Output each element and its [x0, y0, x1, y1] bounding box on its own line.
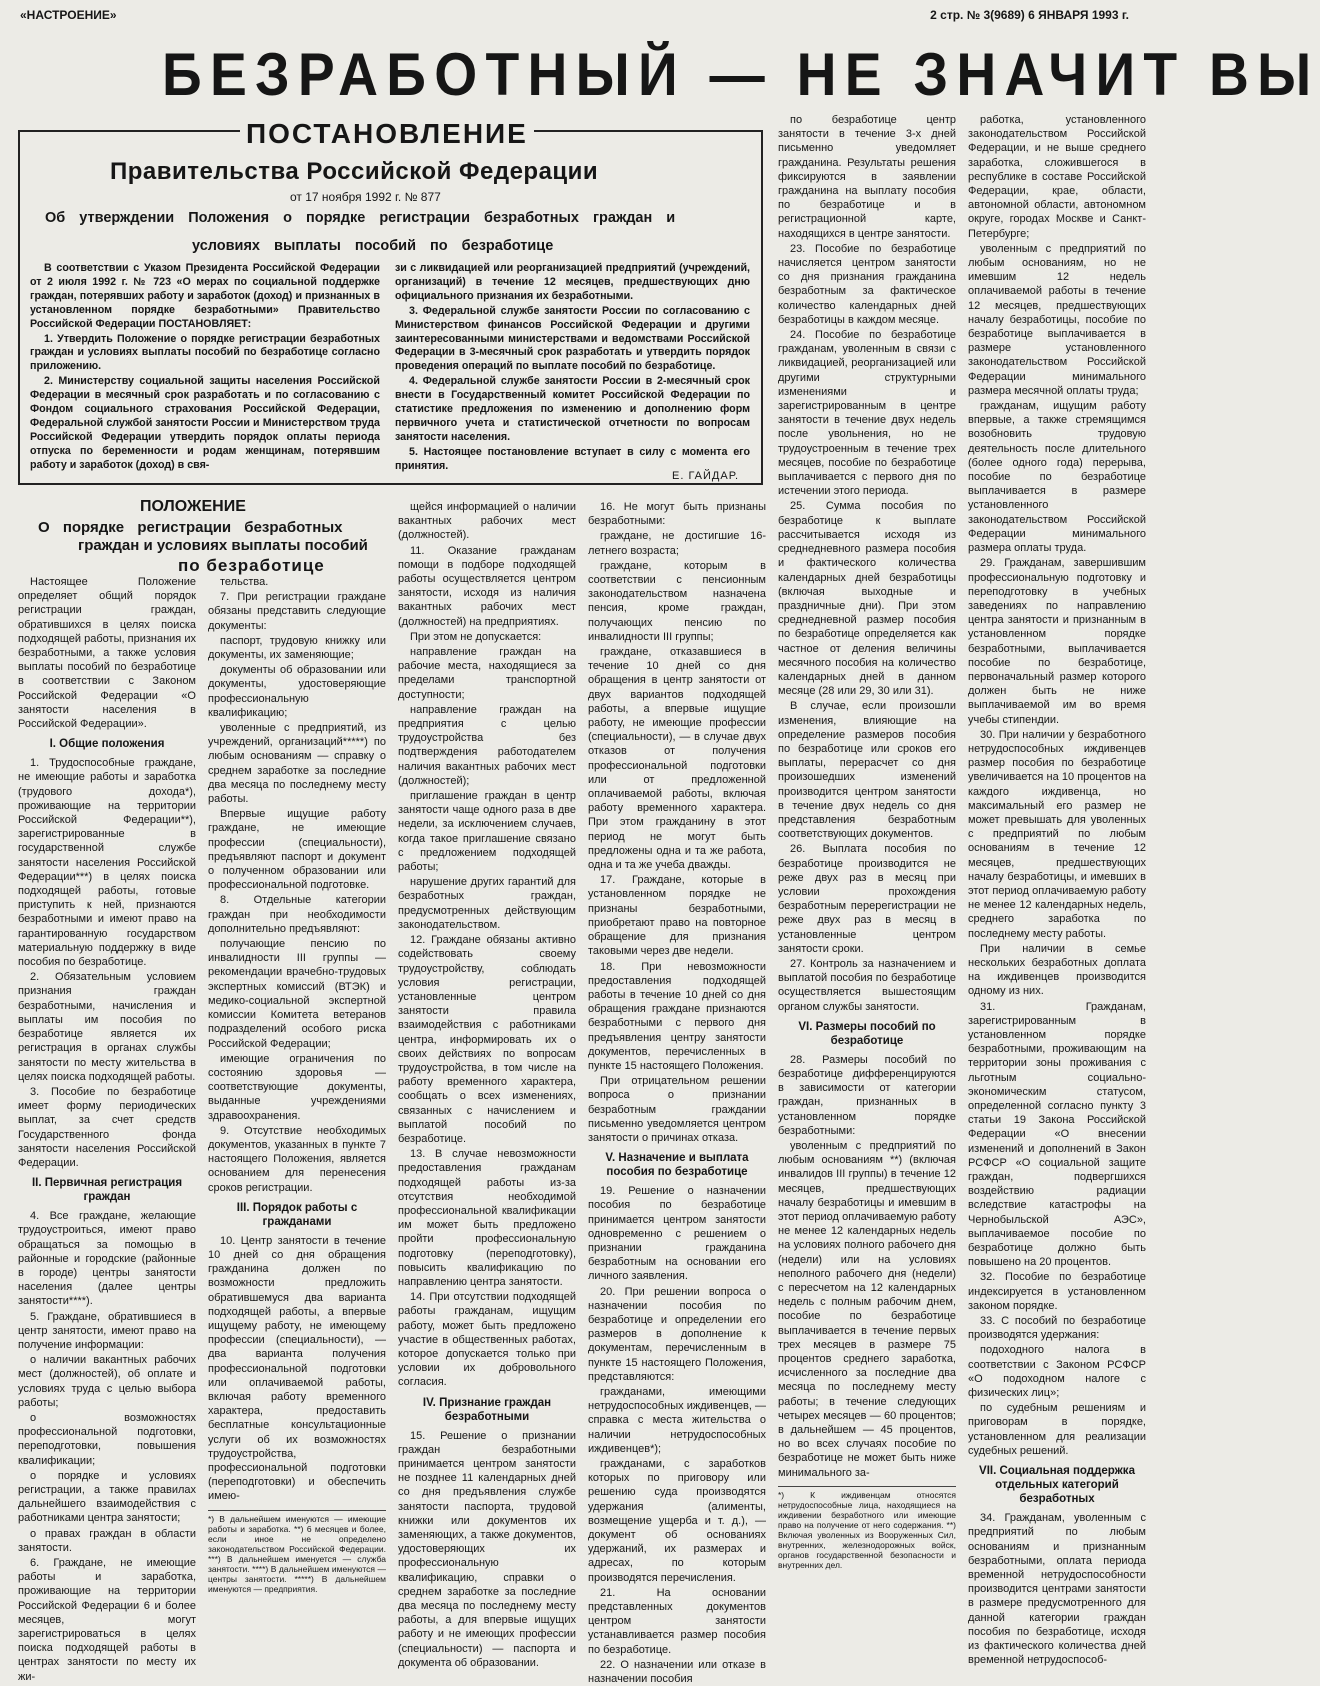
article-paragraph: гражданам, ищущим работу впервые, а также стремящимся возобновить трудовую деятельность после длительного (более одного года) перерыва, пособие по безработице выплачивается в размере установленного законодательством Российской Федерации минимального размера оплаты труда.	[968, 400, 1146, 555]
article-paragraph: приглашение граждан в центр занятости чаще одного раза в две недели, за исключением случаев, когда такое приглашение связано с предложением подходящей работы;	[398, 790, 576, 874]
article-paragraph: 20. При решении вопроса о назначении пособия по безработице и определении его размеров в дополнение к документам, перечисленным в пункте 15 настоящего Положения, представляются:	[588, 1285, 766, 1383]
article-paragraph: 24. Пособие по безработице гражданам, уволенным в связи с ликвидацией, реорганизацией или другими структурными изменениями и зарегистрированным в центре занятости в течение двух недель после увольнения, но не трудоустроенным в течение трех месяцев, пособие по безработице выплачивается с первого дня по истечении этого периода.	[778, 329, 956, 498]
article-paragraph: граждане, не достигшие 16-летнего возраста;	[588, 530, 766, 557]
article-paragraph: 9. Отсутствие необходимых документов, указанных в пункте 7 настоящего Положения, является основанием для перенесения сроков регистрации.	[208, 1124, 386, 1194]
article-paragraph: тельства.	[220, 576, 269, 588]
article-paragraph: направление граждан на рабочие места, находящиеся за пределами транспортной доступности;	[398, 646, 576, 701]
article-paragraph: 5. Граждане, обратившиеся в центр занятости, имеют право на получение информации:	[18, 1310, 196, 1351]
section-heading: V. Назначение и выплата пособия по безработице	[605, 1152, 749, 1179]
header-section: «НАСТРОЕНИЕ»	[20, 8, 117, 22]
article-paragraph: работка, установленного законодательством Российской Федерации, и не выше среднего заработка, сложившегося в республике в составе Российской Федерации, крае, области, автономной области, автономном округе, городах Москве и Санкт-Петербурге;	[968, 114, 1146, 240]
article-paragraph: о наличии вакантных рабочих мест (должностей), об оплате и условиях труда с целью выбора работы;	[18, 1354, 196, 1409]
article-paragraph: 3. Пособие по безработице имеет форму периодических выплат, за счет средств Государственного фонда занятости населения Российской Федерации.	[18, 1085, 196, 1169]
footnote: *) В дальнейшем именуются — имеющие работы и заработка. **) 6 месяцев и более, если иное не определено законодательством Российской Федерации. ***) В дальнейшем именуется — служба занятости. ****) В дальнейшем именуются — центры занятости. *****) В дальнейшем именуются — предприятия.	[208, 1510, 386, 1594]
article-paragraph: 33. С пособий по безработице производятся удержания:	[968, 1315, 1146, 1342]
article-paragraph: При наличии в семье нескольких безработных доплата на иждивенцев производится одному из них.	[968, 942, 1146, 998]
section-heading: II. Первичная регистрация граждан	[31, 1177, 183, 1204]
article-paragraph: 29. Гражданам, завершившим профессиональную подготовку и переподготовку в учебных заведениях по направлению центра занятости и признанным в установленном порядке безработными, выплачивается пособие по безработице, первоначальный размер которого должен быть не ниже выплачиваемой им во время учебы стипендии.	[968, 557, 1146, 726]
article-paragraph: о порядке и условиях регистрации, а также правилах дальнейшего взаимодействия с работниками центра занятости;	[18, 1469, 196, 1525]
article-paragraph: 4. Все граждане, желающие трудоустроиться, имеют право обращаться за помощью в районные и городские (районные в городе) центры занятости населения (далее центры занятости****).	[18, 1210, 196, 1308]
column-2	[208, 575, 386, 1655]
decree-paragraph: 3. Федеральной службе занятости России по согласованию с Министерством финансов Российской Федерации и другими заинтересованными министерствами и ведомствами Российской Федерации в 3-месячный срок разработать и утвердить порядок проведения операций по выплате пособий по безработице.	[395, 304, 750, 373]
article-paragraph: 1. Трудоспособные граждане, не имеющие работы и заработка (трудового дохода*), проживающие на территории Российской Федерации**), зарегистрированные в государственной службе занятости населения Российской Федерации***) в целях поиска подходящей работы, готовые приступить к ней, признаются безработными и имеют право на гарантированную государством материальную поддержку в виде пособия по безработице.	[18, 757, 196, 969]
section-heading: I. Общие положения	[49, 738, 165, 751]
article-paragraph: 11. Оказание гражданам помощи в подборе подходящей работы осуществляется центром занятости, исходя из наличия вакантных рабочих мест (должностей) на предприятиях.	[398, 544, 576, 628]
article-paragraph: 23. Пособие по безработице начисляется центром занятости со дня признания гражданина безработным за фактическое количество календарных дней безработицы в каждом месяце.	[778, 242, 956, 326]
article-paragraph: 27. Контроль за назначением и выплатой пособия по безработице осуществляется вышестоящим органом службы занятости.	[778, 957, 956, 1013]
regulation-subtitle-line3: по безработице	[178, 556, 325, 575]
decree-paragraph: 1. Утвердить Положение о порядке регистрации безработных граждан и условиях выплаты пособий по безработице согласно приложению.	[30, 332, 380, 373]
article-paragraph: 7. При регистрации граждане обязаны представить следующие документы:	[208, 591, 386, 632]
section-heading: VII. Социальная поддержка отдельных категорий безработных	[979, 1465, 1135, 1506]
article-paragraph: 26. Выплата пособия по безработице производится не реже двух раз в месяц при условии прохождения безработным перерегистрации не реже двух раз в месяц в установленные центром занятости сроки.	[778, 843, 956, 955]
article-paragraph: щейся информацией о наличии вакантных рабочих мест (должностей).	[398, 501, 576, 542]
article-paragraph: 18. При невозможности предоставления подходящей работы в течение 10 дней со дня обращения граждане признаются безработными с первого дня предъявления центру занятости документов, перечисленных в пункте 15 настоящего Положения.	[588, 960, 766, 1072]
decree-paragraph: В соответствии с Указом Президента Российской Федерации от 2 июля 1992 г. № 723 «О мерах по социальной поддержке граждан, потерявших работу и заработок (доход) и признанных в установленном порядке безработными» Правительство Российской Федерации ПОСТАНОВЛЯЕТ:	[30, 262, 380, 330]
decree-left-text	[30, 262, 380, 474]
column-3	[398, 500, 576, 1669]
decree-subject-line1: Об утверждении Положения о порядке регистрации безработных граждан и	[45, 210, 676, 226]
article-paragraph: В случае, если произошли изменения, влияющие на определение размеров пособия по безработице или сроков его выплаты, перерасчет со дня произошедших изменений производится центром занятости в течение двух недель со дня представления безработным соответствующих документов.	[778, 700, 956, 841]
article-paragraph: 22. О назначении или отказе в назначении пособия	[588, 1658, 766, 1686]
article-paragraph: нарушение других гарантий для безработных граждан, предусмотренных действующим законодательством.	[398, 876, 576, 931]
section-heading: III. Порядок работы с гражданами	[236, 1201, 358, 1228]
article-paragraph: 31. Гражданам, зарегистрированным в установленном порядке безработными, проживающим на территории зоны проживания с льготным социально-экономическим статусом, определенной согласно пункту 3 статьи 19 Закона Российской Федерации «О внесении изменений и дополнений в Закон РСФСР «О социальной защите граждан, подвергшихся воздействию радиации вследствие катастрофы на Чернобыльской АЭС», выплачиваемое пособие по безработице должно быть повышено на 20 процентов.	[968, 1000, 1146, 1269]
article-paragraph: имеющие ограничения по состоянию здоровья — соответствующие документы, выданные учреждениями здравоохранения.	[208, 1052, 386, 1122]
article-paragraph: уволенным с предприятий по любым основаниям, но не имевшим 12 недель оплачиваемой работы в течение 12 месяцев, предшествующих началу безработицы, пособие по безработице выплачивается в размере установленного законодательством Российской Федерации минимального размера месячной оплаты труда;	[968, 242, 1146, 397]
decree-paragraph: 2. Министерству социальной защиты населения Российской Федерации в месячный срок разработать и по согласованию с Фондом социального страхования Российской Федерации, Федеральной службой занятости России и Министерством труда Российской Федерации утвердить порядок оплаты периода отпуска по беременности и родам женщинам, потерявшим работу и заработок (доход) в свя-	[30, 375, 380, 471]
decree-paragraph: 5. Настоящее постановление вступает в силу с момента его принятия.	[395, 445, 750, 472]
decree-subject-line2: условиях выплаты пособий по безработице	[192, 238, 554, 254]
decree-signature: Е. ГАЙДАР.	[672, 470, 740, 482]
header-issue: 2 стр. № 3(9689) 6 ЯНВАРЯ 1993 г.	[930, 8, 1129, 22]
article-paragraph: 10. Центр занятости в течение 10 дней со дня обращения гражданина должен по возможности предложить обратившемуся два варианта подходящей работы, а впервые ищущему работу, не имеющему профессии (специальности), — два варианта получения профессиональной подготовки или оплачиваемой работы, включая работу временного характера, предоставить бесплатные консультационные услуги об их возможностях трудоустройства, профессиональной подготовки (переподготовки) и обеспечить имею-	[208, 1234, 386, 1503]
article-paragraph: Настоящее Положение определяет общий порядок регистрации граждан, обратившихся в целях поиска подходящей работы, признания их безработными, а также условия выплаты пособий по безработице в соответствии с Законом Российской Федерации «О занятости населения в Российской Федерации».	[18, 576, 196, 731]
article-paragraph: 17. Граждане, которые в установленном порядке не признаны безработными, приобретают право на повторное обращение для признания таковыми через две недели.	[588, 874, 766, 958]
article-paragraph: 15. Решение о признании граждан безработными принимается центром занятости не позднее 11 календарных дней со дня предъявления службе занятости паспорта, трудовой книжки или документов их заменяющих, а также документов, удостоверяющих их профессиональную квалификацию, справки о среднем заработке за последние два месяца по последнему месту работы, а для впервые ищущих работу и не имеющих профессии (специальности) — паспорта и документа об образовании.	[398, 1429, 576, 1669]
column-5	[778, 113, 956, 1655]
article-paragraph: 28. Размеры пособий по безработице дифференцируются в зависимости от категории граждан, признанных в установленном порядке безработными:	[778, 1053, 956, 1137]
article-paragraph: При этом не допускается:	[410, 630, 542, 643]
headline: БЕЗРАБОТНЫЙ — НЕ ЗНАЧИТ ВЫ	[162, 41, 1320, 108]
article-paragraph: о правах граждан в области занятости.	[18, 1527, 196, 1554]
article-paragraph: 2. Обязательным условием признания граждан безработными, начисления и выплаты им пособия по безработице является их регистрация в органах службы занятости по месту жительства в целях поиска подходящей работы.	[18, 971, 196, 1083]
article-paragraph: уволенные с предприятий, из учреждений, организаций*****) по любым основаниям — справку о среднем заработке за последние два месяца по последнему месту работы.	[208, 722, 386, 806]
article-paragraph: уволенным с предприятий по любым основаниям **) (включая инвалидов III группы) в течение 12 месяцев, предшествующих началу безработицы и имевшим в этот период оплачиваемую работу не менее 12 календарных недель на условиях полного рабочего дня (недели) или на условиях неполного рабочего дня (недели) с пересчетом на 12 календарных недель с полным рабочим днем, пособие по безработице выплачивается в течение первых трех месяцев в размере 75 процентов среднего заработка, исчисленного за последние два месяца по последнему месту работы; в течение следующих четырех месяцев — 60 процентов; в дальнейшем — 45 процентов, но во всех случаях пособие по безработице не может быть ниже минимального за-	[778, 1140, 956, 1479]
article-paragraph: граждане, отказавшиеся в течение 10 дней со дня обращения в центр занятости от двух вариантов подходящей работы, а впервые ищущие работу, не имеющие профессии (специальности), — в случае двух отказов от получения профессиональной подготовки или от предложенной оплачиваемой работы, включая работу временного характера. При этом гражданину в этот период не могут быть предложены одна и та же работа, одна и та же учеба дважды.	[588, 646, 766, 872]
article-paragraph: 14. При отсутствии подходящей работы гражданам, ищущим работу, может быть предложено участие в общественных работах, которое допускается только при условии их добровольного согласия.	[398, 1291, 576, 1389]
decree-right-text	[395, 262, 750, 475]
decree-paragraph: зи с ликвидацией или реорганизацией предприятий (учреждений, организаций) в течение 12 месяцев, предшествующих дню официального признания их безработными.	[395, 262, 750, 302]
regulation-subtitle-line1: О порядке регистрации безработных	[38, 519, 343, 536]
article-paragraph: по судебным решениям и приговорам в порядке, установленном для реализации судебных решений.	[968, 1402, 1146, 1457]
article-paragraph: 21. На основании представленных документов центром занятости устанавливается размер пособия по безработице.	[588, 1586, 766, 1656]
article-paragraph: подоходного налога в соответствии с Законом РСФСР «О подоходном налоге с физических лиц»;	[968, 1344, 1146, 1400]
article-paragraph: гражданами, с заработков которых по приговору или решению суда производятся удержания (алименты, возмещение ущерба и т. д.), — документ об основаниях удержаний, их размерах и адресах, по которым производятся перечисления.	[588, 1458, 766, 1584]
article-paragraph: 16. Не могут быть признаны безработными:	[588, 501, 766, 528]
article-paragraph: направление граждан на предприятия с целью трудоустройства без подтверждения работодателем наличия вакантных рабочих мест (должностей);	[398, 703, 576, 787]
footnote: *) К иждивенцам относятся нетрудоспособные лица, находящиеся на иждивении безработного или имеющие право на получение от него содержания. **) Включая уволенных из Вооруженных Сил, внутренних, железнодорожных войск, органов государственной безопасности и внутренних дел.	[778, 1486, 956, 1570]
article-paragraph: получающие пенсию по инвалидности III группы — рекомендации врачебно-трудовых экспертных комиссий (ВТЭК) и медико-социальной экспертной комиссии Комитета ветеранов подразделений особого риска Российской Федерации;	[208, 938, 386, 1050]
column-1	[18, 575, 196, 1683]
article-paragraph: 34. Гражданам, уволенным с предприятий по любым основаниям и признанным безработными, оплата периода временной нетрудоспособности производится центрами занятости в размере предусмотренного для данной категории граждан пособия по безработице, исходя из фактического количества дней временной нетрудоспособ-	[968, 1512, 1146, 1667]
decree-issuer: Правительства Российской Федерации	[110, 158, 599, 185]
article-paragraph: 6. Граждане, не имеющие работы и заработка, проживающие на территории Российской Федерации 6 и более месяцев, могут зарегистрироваться в целях поиска подходящей работы в центрах занятости по месту их жи-	[18, 1557, 196, 1683]
article-paragraph: 8. Отдельные категории граждан при необходимости дополнительно предъявляют:	[208, 894, 386, 935]
decree-title: ПОСТАНОВЛЕНИЕ	[240, 118, 534, 150]
section-heading: VI. Размеры пособий по безработице	[798, 1020, 936, 1047]
article-paragraph: 32. Пособие по безработице индексируется в установленном законом порядке.	[968, 1271, 1146, 1312]
article-paragraph: документы об образовании или документы, удостоверяющие профессиональную квалификацию;	[208, 664, 386, 719]
article-paragraph: 13. В случае невозможности предоставления гражданам подходящей работы из-за отсутствия необходимой профессиональной квалификации им может быть предложено пройти профессиональную подготовку (переподготовку), повысить квалификацию по направлению центра занятости.	[398, 1148, 576, 1288]
regulation-subtitle-line2: граждан и условиях выплаты пособий	[78, 537, 368, 554]
article-paragraph: Впервые ищущие работу граждане, не имеющие профессии (специальности), предъявляют паспорт и документ о полученном образовании или профессиональной подготовке.	[208, 808, 386, 892]
regulation-title: ПОЛОЖЕНИЕ	[140, 498, 246, 515]
decree-paragraph: 4. Федеральной службе занятости России в 2-месячный срок внести в Государственный комитет Российской Федерации по статистике предложения по изменению и дополнению форм первичного учета и статистической отчетности по вопросам занятости населения.	[395, 375, 750, 443]
article-paragraph: по безработице центр занятости в течение 3-х дней письменно уведомляет гражданина. Результаты решения фиксируются в заявлении гражданина на выплату пособия по безработице и в регистрационной карте, находящихся в центре занятости.	[778, 114, 956, 240]
article-paragraph: 19. Решение о назначении пособия по безработице принимается центром занятости одновременно с решением о признании гражданина безработным на основании его личного заявления.	[588, 1185, 766, 1283]
article-paragraph: паспорт, трудовую книжку или документы, их заменяющие;	[208, 634, 386, 662]
column-6	[968, 113, 1146, 1667]
article-paragraph: 25. Сумма пособия по безработице к выплате рассчитывается исходя из среднедневного размера пособия и фактического количества календарных дней безработицы (включая выходные и праздничные дни). При этом среднедневной размер пособия по безработице определяется как частное от деления величины месячного пособия на количество календарных дней в данном месяце (28 или 29, 30 или 31).	[778, 500, 956, 698]
article-paragraph: При отрицательном решении вопроса о признании безработным граждании письменно уведомляется центром занятости о причинах отказа.	[588, 1075, 766, 1144]
column-4	[588, 500, 766, 1686]
article-paragraph: о возможностях профессиональной подготовки, переподготовки, повышения квалификации;	[18, 1411, 196, 1467]
article-paragraph: 12. Граждане обязаны активно содействовать своему трудоустройству, соблюдать условия регистрации, установленные центром занятости правила взаимодействия с работниками центра, информировать их о своих действиях по вопросам трудоустройства, в том числе на работу временного характера, сообщать о всех изменениях, связанных с начислением и выплатой пособий по безработице.	[398, 934, 576, 1145]
article-paragraph: граждане, которым в соответствии с пенсионным законодательством назначена пенсия, кроме граждан, получающих пенсию по инвалидности III группы;	[588, 559, 766, 643]
article-paragraph: 30. При наличии у безработного нетрудоспособных иждивенцев размер пособия по безработице увеличивается на 10 процентов на каждого иждивенца, но максимальный его размер не может превышать для уволенных с предприятий по любым основаниям в течение 12 месяцев, предшествующих началу безработицы, и имевших в этот период оплачиваемую работу не менее 12 календарных недель, среднего заработка по последнему месту работы.	[968, 728, 1146, 940]
article-paragraph: гражданами, имеющими нетрудоспособных иждивенцев, — справка с места жительства о наличии нетрудоспособных иждивенцев*);	[588, 1385, 766, 1455]
section-heading: IV. Признание граждан безработными	[422, 1396, 552, 1423]
decree-date: от 17 ноября 1992 г. № 877	[290, 190, 441, 204]
